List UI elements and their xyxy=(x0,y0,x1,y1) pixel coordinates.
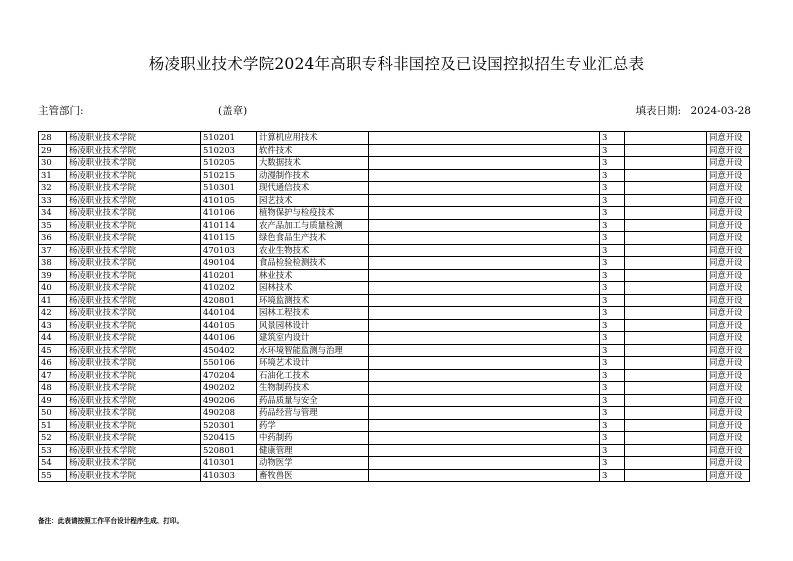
blank-cell xyxy=(625,157,707,170)
major-code: 490208 xyxy=(201,407,257,420)
blank-cell xyxy=(625,357,707,370)
blank-cell xyxy=(369,294,600,307)
dept-label: 主管部门: xyxy=(38,105,84,117)
major-code: 490206 xyxy=(201,394,257,407)
row-number: 42 xyxy=(39,307,67,320)
table-row xyxy=(39,344,750,357)
school-name: 杨凌职业技术学院 xyxy=(67,169,201,182)
major-code: 510203 xyxy=(201,144,257,157)
table-row xyxy=(39,394,750,407)
study-years: 3 xyxy=(600,194,625,207)
blank-cell xyxy=(625,307,707,320)
study-years: 3 xyxy=(600,244,625,257)
study-years: 3 xyxy=(600,432,625,445)
school-name: 杨凌职业技术学院 xyxy=(67,132,201,145)
major-code: 440106 xyxy=(201,332,257,345)
major-code: 410115 xyxy=(201,232,257,245)
table-row xyxy=(39,294,750,307)
major-code: 550106 xyxy=(201,357,257,370)
blank-cell xyxy=(625,432,707,445)
study-years: 3 xyxy=(600,257,625,270)
blank-cell xyxy=(369,307,600,320)
major-name: 食品检验检测技术 xyxy=(257,257,369,270)
row-number: 48 xyxy=(39,382,67,395)
row-number: 35 xyxy=(39,219,67,232)
school-name: 杨凌职业技术学院 xyxy=(67,469,201,482)
blank-cell xyxy=(625,219,707,232)
major-name: 风景园林设计 xyxy=(257,319,369,332)
blank-cell xyxy=(625,369,707,382)
major-name: 水环境智能监测与治理 xyxy=(257,344,369,357)
school-name: 杨凌职业技术学院 xyxy=(67,307,201,320)
table-row xyxy=(39,444,750,457)
approval-status: 同意开设 xyxy=(707,244,750,257)
blank-cell xyxy=(369,207,600,220)
blank-cell xyxy=(369,432,600,445)
school-name: 杨凌职业技术学院 xyxy=(67,319,201,332)
study-years: 3 xyxy=(600,169,625,182)
blank-cell xyxy=(369,157,600,170)
approval-status: 同意开设 xyxy=(707,432,750,445)
major-code: 520301 xyxy=(201,419,257,432)
school-name: 杨凌职业技术学院 xyxy=(67,432,201,445)
table-row xyxy=(39,182,750,195)
major-name: 农业生物技术 xyxy=(257,244,369,257)
major-code: 520801 xyxy=(201,444,257,457)
major-code: 440105 xyxy=(201,319,257,332)
footnote: 备注：此表请按照工作平台设计程序生成、打印。 xyxy=(38,517,184,525)
school-name: 杨凌职业技术学院 xyxy=(67,294,201,307)
page-title: 杨凌职业技术学院2024年高职专科非国控及已设国控拟招生专业汇总表 xyxy=(148,55,645,73)
blank-cell xyxy=(625,144,707,157)
major-code: 510301 xyxy=(201,182,257,195)
blank-cell xyxy=(369,219,600,232)
blank-cell xyxy=(625,182,707,195)
blank-cell xyxy=(625,132,707,145)
blank-cell xyxy=(369,357,600,370)
table-row xyxy=(39,169,750,182)
blank-cell xyxy=(625,444,707,457)
study-years: 3 xyxy=(600,332,625,345)
table-row xyxy=(39,194,750,207)
approval-status: 同意开设 xyxy=(707,319,750,332)
blank-cell xyxy=(625,332,707,345)
major-code: 440104 xyxy=(201,307,257,320)
row-number: 51 xyxy=(39,419,67,432)
school-name: 杨凌职业技术学院 xyxy=(67,157,201,170)
row-number: 40 xyxy=(39,282,67,295)
approval-status: 同意开设 xyxy=(707,269,750,282)
blank-cell xyxy=(369,144,600,157)
school-name: 杨凌职业技术学院 xyxy=(67,219,201,232)
school-name: 杨凌职业技术学院 xyxy=(67,194,201,207)
major-code: 410106 xyxy=(201,207,257,220)
approval-status: 同意开设 xyxy=(707,169,750,182)
approval-status: 同意开设 xyxy=(707,132,750,145)
row-number: 34 xyxy=(39,207,67,220)
blank-cell xyxy=(369,469,600,482)
approval-status: 同意开设 xyxy=(707,332,750,345)
blank-cell xyxy=(369,319,600,332)
blank-cell xyxy=(369,269,600,282)
study-years: 3 xyxy=(600,457,625,470)
school-name: 杨凌职业技术学院 xyxy=(67,257,201,270)
fill-date xyxy=(636,103,751,118)
school-name: 杨凌职业技术学院 xyxy=(67,244,201,257)
major-code: 450402 xyxy=(201,344,257,357)
row-number: 28 xyxy=(39,132,67,145)
table-row xyxy=(39,357,750,370)
study-years: 3 xyxy=(600,419,625,432)
major-name: 畜牧兽医 xyxy=(257,469,369,482)
date-value: 2024-03-28 xyxy=(690,105,751,117)
study-years: 3 xyxy=(600,307,625,320)
row-number: 43 xyxy=(39,319,67,332)
row-number: 30 xyxy=(39,157,67,170)
blank-cell xyxy=(369,194,600,207)
major-name: 农产品加工与质量检测 xyxy=(257,219,369,232)
blank-cell xyxy=(369,407,600,420)
table-row xyxy=(39,382,750,395)
blank-cell xyxy=(369,182,600,195)
row-number: 54 xyxy=(39,457,67,470)
approval-status: 同意开设 xyxy=(707,469,750,482)
school-name: 杨凌职业技术学院 xyxy=(67,232,201,245)
blank-cell xyxy=(625,407,707,420)
table-row xyxy=(39,232,750,245)
study-years: 3 xyxy=(600,382,625,395)
table-row xyxy=(39,319,750,332)
major-name: 药学 xyxy=(257,419,369,432)
table-row xyxy=(39,282,750,295)
school-name: 杨凌职业技术学院 xyxy=(67,344,201,357)
approval-status: 同意开设 xyxy=(707,344,750,357)
major-name: 园艺技术 xyxy=(257,194,369,207)
row-number: 33 xyxy=(39,194,67,207)
blank-cell xyxy=(369,282,600,295)
approval-status: 同意开设 xyxy=(707,419,750,432)
blank-cell xyxy=(625,469,707,482)
approval-status: 同意开设 xyxy=(707,369,750,382)
row-number: 31 xyxy=(39,169,67,182)
study-years: 3 xyxy=(600,269,625,282)
study-years: 3 xyxy=(600,357,625,370)
major-code: 490104 xyxy=(201,257,257,270)
row-number: 38 xyxy=(39,257,67,270)
approval-status: 同意开设 xyxy=(707,394,750,407)
school-name: 杨凌职业技术学院 xyxy=(67,407,201,420)
major-name: 建筑室内设计 xyxy=(257,332,369,345)
table-row xyxy=(39,457,750,470)
table-row xyxy=(39,432,750,445)
approval-status: 同意开设 xyxy=(707,357,750,370)
table-row xyxy=(39,407,750,420)
major-code: 410301 xyxy=(201,457,257,470)
major-code: 410201 xyxy=(201,269,257,282)
study-years: 3 xyxy=(600,369,625,382)
school-name: 杨凌职业技术学院 xyxy=(67,419,201,432)
blank-cell xyxy=(369,244,600,257)
blank-cell xyxy=(625,382,707,395)
approval-status: 同意开设 xyxy=(707,194,750,207)
table-row xyxy=(39,332,750,345)
major-code: 510215 xyxy=(201,169,257,182)
study-years: 3 xyxy=(600,144,625,157)
major-name: 健康管理 xyxy=(257,444,369,457)
major-code: 410105 xyxy=(201,194,257,207)
blank-cell xyxy=(369,257,600,270)
blank-cell xyxy=(625,344,707,357)
major-code: 410202 xyxy=(201,282,257,295)
row-number: 46 xyxy=(39,357,67,370)
blank-cell xyxy=(369,344,600,357)
table-row xyxy=(39,144,750,157)
major-name: 园林工程技术 xyxy=(257,307,369,320)
major-name: 绿色食品生产技术 xyxy=(257,232,369,245)
study-years: 3 xyxy=(600,157,625,170)
major-code: 490202 xyxy=(201,382,257,395)
major-name: 中药制药 xyxy=(257,432,369,445)
row-number: 29 xyxy=(39,144,67,157)
school-name: 杨凌职业技术学院 xyxy=(67,357,201,370)
approval-status: 同意开设 xyxy=(707,382,750,395)
blank-cell xyxy=(625,319,707,332)
approval-status: 同意开设 xyxy=(707,294,750,307)
school-name: 杨凌职业技术学院 xyxy=(67,369,201,382)
approval-status: 同意开设 xyxy=(707,157,750,170)
approval-status: 同意开设 xyxy=(707,182,750,195)
blank-cell xyxy=(369,419,600,432)
approval-status: 同意开设 xyxy=(707,219,750,232)
school-name: 杨凌职业技术学院 xyxy=(67,269,201,282)
row-number: 36 xyxy=(39,232,67,245)
row-number: 55 xyxy=(39,469,67,482)
blank-cell xyxy=(369,444,600,457)
table-row xyxy=(39,257,750,270)
table-row xyxy=(39,219,750,232)
major-name: 动漫制作技术 xyxy=(257,169,369,182)
major-name: 药品经营与管理 xyxy=(257,407,369,420)
blank-cell xyxy=(369,332,600,345)
approval-status: 同意开设 xyxy=(707,444,750,457)
table-row xyxy=(39,419,750,432)
study-years: 3 xyxy=(600,344,625,357)
table-row xyxy=(39,269,750,282)
major-name: 计算机应用技术 xyxy=(257,132,369,145)
major-summary-table xyxy=(38,131,750,482)
major-name: 石油化工技术 xyxy=(257,369,369,382)
blank-cell xyxy=(369,169,600,182)
school-name: 杨凌职业技术学院 xyxy=(67,282,201,295)
row-number: 52 xyxy=(39,432,67,445)
blank-cell xyxy=(625,394,707,407)
blank-cell xyxy=(369,132,600,145)
study-years: 3 xyxy=(600,282,625,295)
approval-status: 同意开设 xyxy=(707,257,750,270)
major-code: 510205 xyxy=(201,157,257,170)
school-name: 杨凌职业技术学院 xyxy=(67,394,201,407)
major-name: 植物保护与检疫技术 xyxy=(257,207,369,220)
major-code: 510201 xyxy=(201,132,257,145)
row-number: 45 xyxy=(39,344,67,357)
study-years: 3 xyxy=(600,182,625,195)
blank-cell xyxy=(625,207,707,220)
table-row xyxy=(39,132,750,145)
school-name: 杨凌职业技术学院 xyxy=(67,182,201,195)
approval-status: 同意开设 xyxy=(707,207,750,220)
major-name: 生物制药技术 xyxy=(257,382,369,395)
major-name: 现代通信技术 xyxy=(257,182,369,195)
table-row xyxy=(39,244,750,257)
table-row xyxy=(39,469,750,482)
study-years: 3 xyxy=(600,469,625,482)
major-code: 470103 xyxy=(201,244,257,257)
row-number: 39 xyxy=(39,269,67,282)
row-number: 47 xyxy=(39,369,67,382)
major-name: 大数据技术 xyxy=(257,157,369,170)
approval-status: 同意开设 xyxy=(707,232,750,245)
major-code: 410303 xyxy=(201,469,257,482)
study-years: 3 xyxy=(600,132,625,145)
blank-cell xyxy=(625,232,707,245)
blank-cell xyxy=(369,369,600,382)
major-code: 410114 xyxy=(201,219,257,232)
row-number: 44 xyxy=(39,332,67,345)
approval-status: 同意开设 xyxy=(707,407,750,420)
blank-cell xyxy=(369,232,600,245)
blank-cell xyxy=(625,419,707,432)
blank-cell xyxy=(625,282,707,295)
study-years: 3 xyxy=(600,294,625,307)
school-name: 杨凌职业技术学院 xyxy=(67,332,201,345)
table-row xyxy=(39,307,750,320)
blank-cell xyxy=(625,457,707,470)
school-name: 杨凌职业技术学院 xyxy=(67,444,201,457)
row-number: 37 xyxy=(39,244,67,257)
blank-cell xyxy=(369,457,600,470)
blank-cell xyxy=(625,294,707,307)
blank-cell xyxy=(625,244,707,257)
study-years: 3 xyxy=(600,407,625,420)
school-name: 杨凌职业技术学院 xyxy=(67,207,201,220)
row-number: 53 xyxy=(39,444,67,457)
major-name: 林业技术 xyxy=(257,269,369,282)
major-name: 软件技术 xyxy=(257,144,369,157)
school-name: 杨凌职业技术学院 xyxy=(67,144,201,157)
blank-cell xyxy=(369,394,600,407)
seal-label: (盖章) xyxy=(218,105,248,117)
study-years: 3 xyxy=(600,232,625,245)
table-row xyxy=(39,207,750,220)
major-code: 470204 xyxy=(201,369,257,382)
row-number: 50 xyxy=(39,407,67,420)
row-number: 32 xyxy=(39,182,67,195)
major-name: 动物医学 xyxy=(257,457,369,470)
study-years: 3 xyxy=(600,319,625,332)
major-name: 环境监测技术 xyxy=(257,294,369,307)
major-name: 药品质量与安全 xyxy=(257,394,369,407)
date-label: 填表日期: xyxy=(635,105,682,117)
approval-status: 同意开设 xyxy=(707,307,750,320)
approval-status: 同意开设 xyxy=(707,282,750,295)
school-name: 杨凌职业技术学院 xyxy=(67,457,201,470)
blank-cell xyxy=(625,257,707,270)
study-years: 3 xyxy=(600,444,625,457)
blank-cell xyxy=(625,194,707,207)
row-number: 41 xyxy=(39,294,67,307)
school-name: 杨凌职业技术学院 xyxy=(67,382,201,395)
study-years: 3 xyxy=(600,207,625,220)
approval-status: 同意开设 xyxy=(707,457,750,470)
study-years: 3 xyxy=(600,219,625,232)
blank-cell xyxy=(625,269,707,282)
study-years: 3 xyxy=(600,394,625,407)
table-row xyxy=(39,157,750,170)
major-name: 园林技术 xyxy=(257,282,369,295)
table-row xyxy=(39,369,750,382)
major-code: 520415 xyxy=(201,432,257,445)
major-name: 环境艺术设计 xyxy=(257,357,369,370)
major-code: 420801 xyxy=(201,294,257,307)
blank-cell xyxy=(369,382,600,395)
row-number: 49 xyxy=(39,394,67,407)
approval-status: 同意开设 xyxy=(707,144,750,157)
blank-cell xyxy=(625,169,707,182)
